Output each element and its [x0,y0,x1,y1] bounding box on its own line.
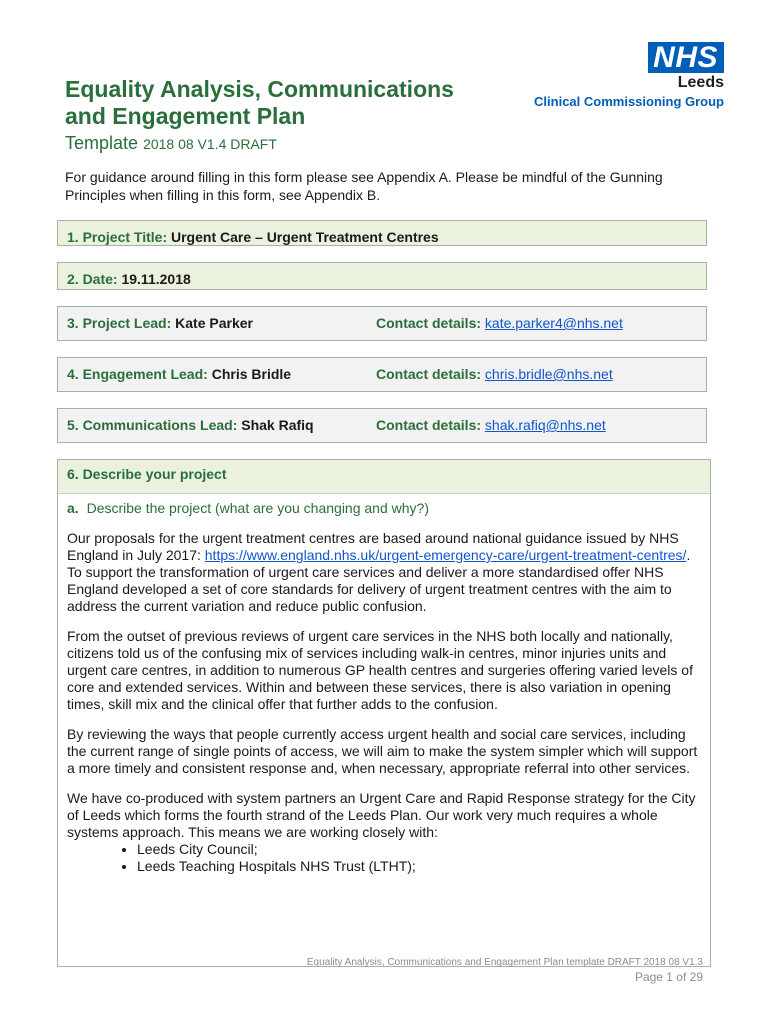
template-word: Template [65,133,139,153]
list-item: • Leeds Teaching Hospitals NHS Trust (LTHT); [137,858,701,875]
title-line-1: Equality Analysis, Communications [65,76,454,102]
date-label: 2. Date: [67,271,118,287]
section-describe-project [57,459,711,967]
section-6a-text: Describe the project (what are you changing and why?) [86,500,429,516]
section-6a-letter: a. [67,500,79,516]
document-title [65,76,454,130]
engagement-lead-row [57,357,707,392]
paragraph-3: By reviewing the ways that people currently access urgent health and social care services, including the current range of single points of access, we will aim to make the system simpler which will support a more timely and consistent response and, when necessary, appropriate referral into other services. [67,726,698,776]
engagement-lead-value: Chris Bridle [211,366,292,382]
guidance-text: For guidance around filling in this form please see Appendix A. Please be mindful of the Gunning Principles when filling in this form, see Appendix B. [65,169,663,203]
engagement-lead-label: 4. Engagement Lead: [67,366,208,382]
paragraph-1-end: . To support the transformation of urgent care services and deliver a more standardised offer NHS England developed a set of core standards for delivery of urgent treatment centres with the aim to address the current variation and reduce public confusion. [67,547,691,614]
project-lead-contact-label: Contact details: [376,315,482,331]
template-version: 2018 08 V1.4 DRAFT [143,136,277,152]
paragraph-2: From the outset of previous reviews of urgent care services in the NHS both locally and nationally, citizens told us of the confusing mix of services including walk-in centres, minor injuries units and urgent care centres, in addition to numerous GP health centres and surgeries offering varied levels of core and extended services. Within and between these services, there is also variation in opening times, skill mix and the clinical offer that further adds to the confusion. [67,628,693,712]
section-6a-prompt [58,494,710,517]
comms-lead-label: 5. Communications Lead: [67,417,238,433]
footer-document-name: Equality Analysis, Communications and Engagement Plan template DRAFT 2018 08 V1.3 [306,957,703,968]
project-title-value: Urgent Care – Urgent Treatment Centres [171,229,439,245]
title-line-2: and Engagement Plan [65,103,306,129]
project-lead-value: Kate Parker [175,315,253,331]
date-value: 19.11.2018 [121,271,191,287]
engagement-lead-email-link[interactable]: chris.bridle@nhs.net [484,366,613,382]
comms-lead-value: Shak Rafiq [241,417,314,433]
engagement-lead-contact-label: Contact details: [376,366,482,382]
page-number: Page 1 of 29 [634,970,703,984]
nhs-leeds-ccg-logo [524,42,724,112]
template-version-line [65,133,277,154]
comms-lead-contact-label: Contact details: [376,417,482,433]
comms-lead-email-link[interactable]: shak.rafiq@nhs.net [484,417,606,433]
paragraph-1-start: Our proposals for the urgent treatment centres are based around national guidance issued by NHS England in July 2017: [67,530,679,563]
project-title-label: 1. Project Title: [67,229,168,245]
project-lead-email-link[interactable]: kate.parker4@nhs.net [484,315,623,331]
page-footer [307,957,703,984]
partners-list [67,841,701,875]
project-title-row [57,220,707,246]
nhs-logo-box: NHS [648,42,724,73]
comms-lead-row [57,408,707,443]
logo-group-name: Clinical Commissioning Group [534,94,724,109]
project-description [58,530,710,875]
paragraph-1 [67,530,701,615]
list-item: • Leeds City Council; [137,841,701,858]
section-6-heading: 6. Describe your project [58,460,710,494]
paragraph-4: We have co-produced with system partners an Urgent Care and Rapid Response strategy for the City of Leeds which forms the fourth strand of the Leeds Plan. Our work very much requires a whole systems approach. This means we are working closely with: [67,790,696,840]
project-lead-row [57,306,707,341]
logo-org-name: Leeds [677,74,724,91]
project-lead-label: 3. Project Lead: [67,315,172,331]
nhs-england-guidance-link[interactable]: https://www.england.nhs.uk/urgent-emergency-care/urgent-treatment-centres/ [204,547,687,563]
date-row [57,262,707,290]
